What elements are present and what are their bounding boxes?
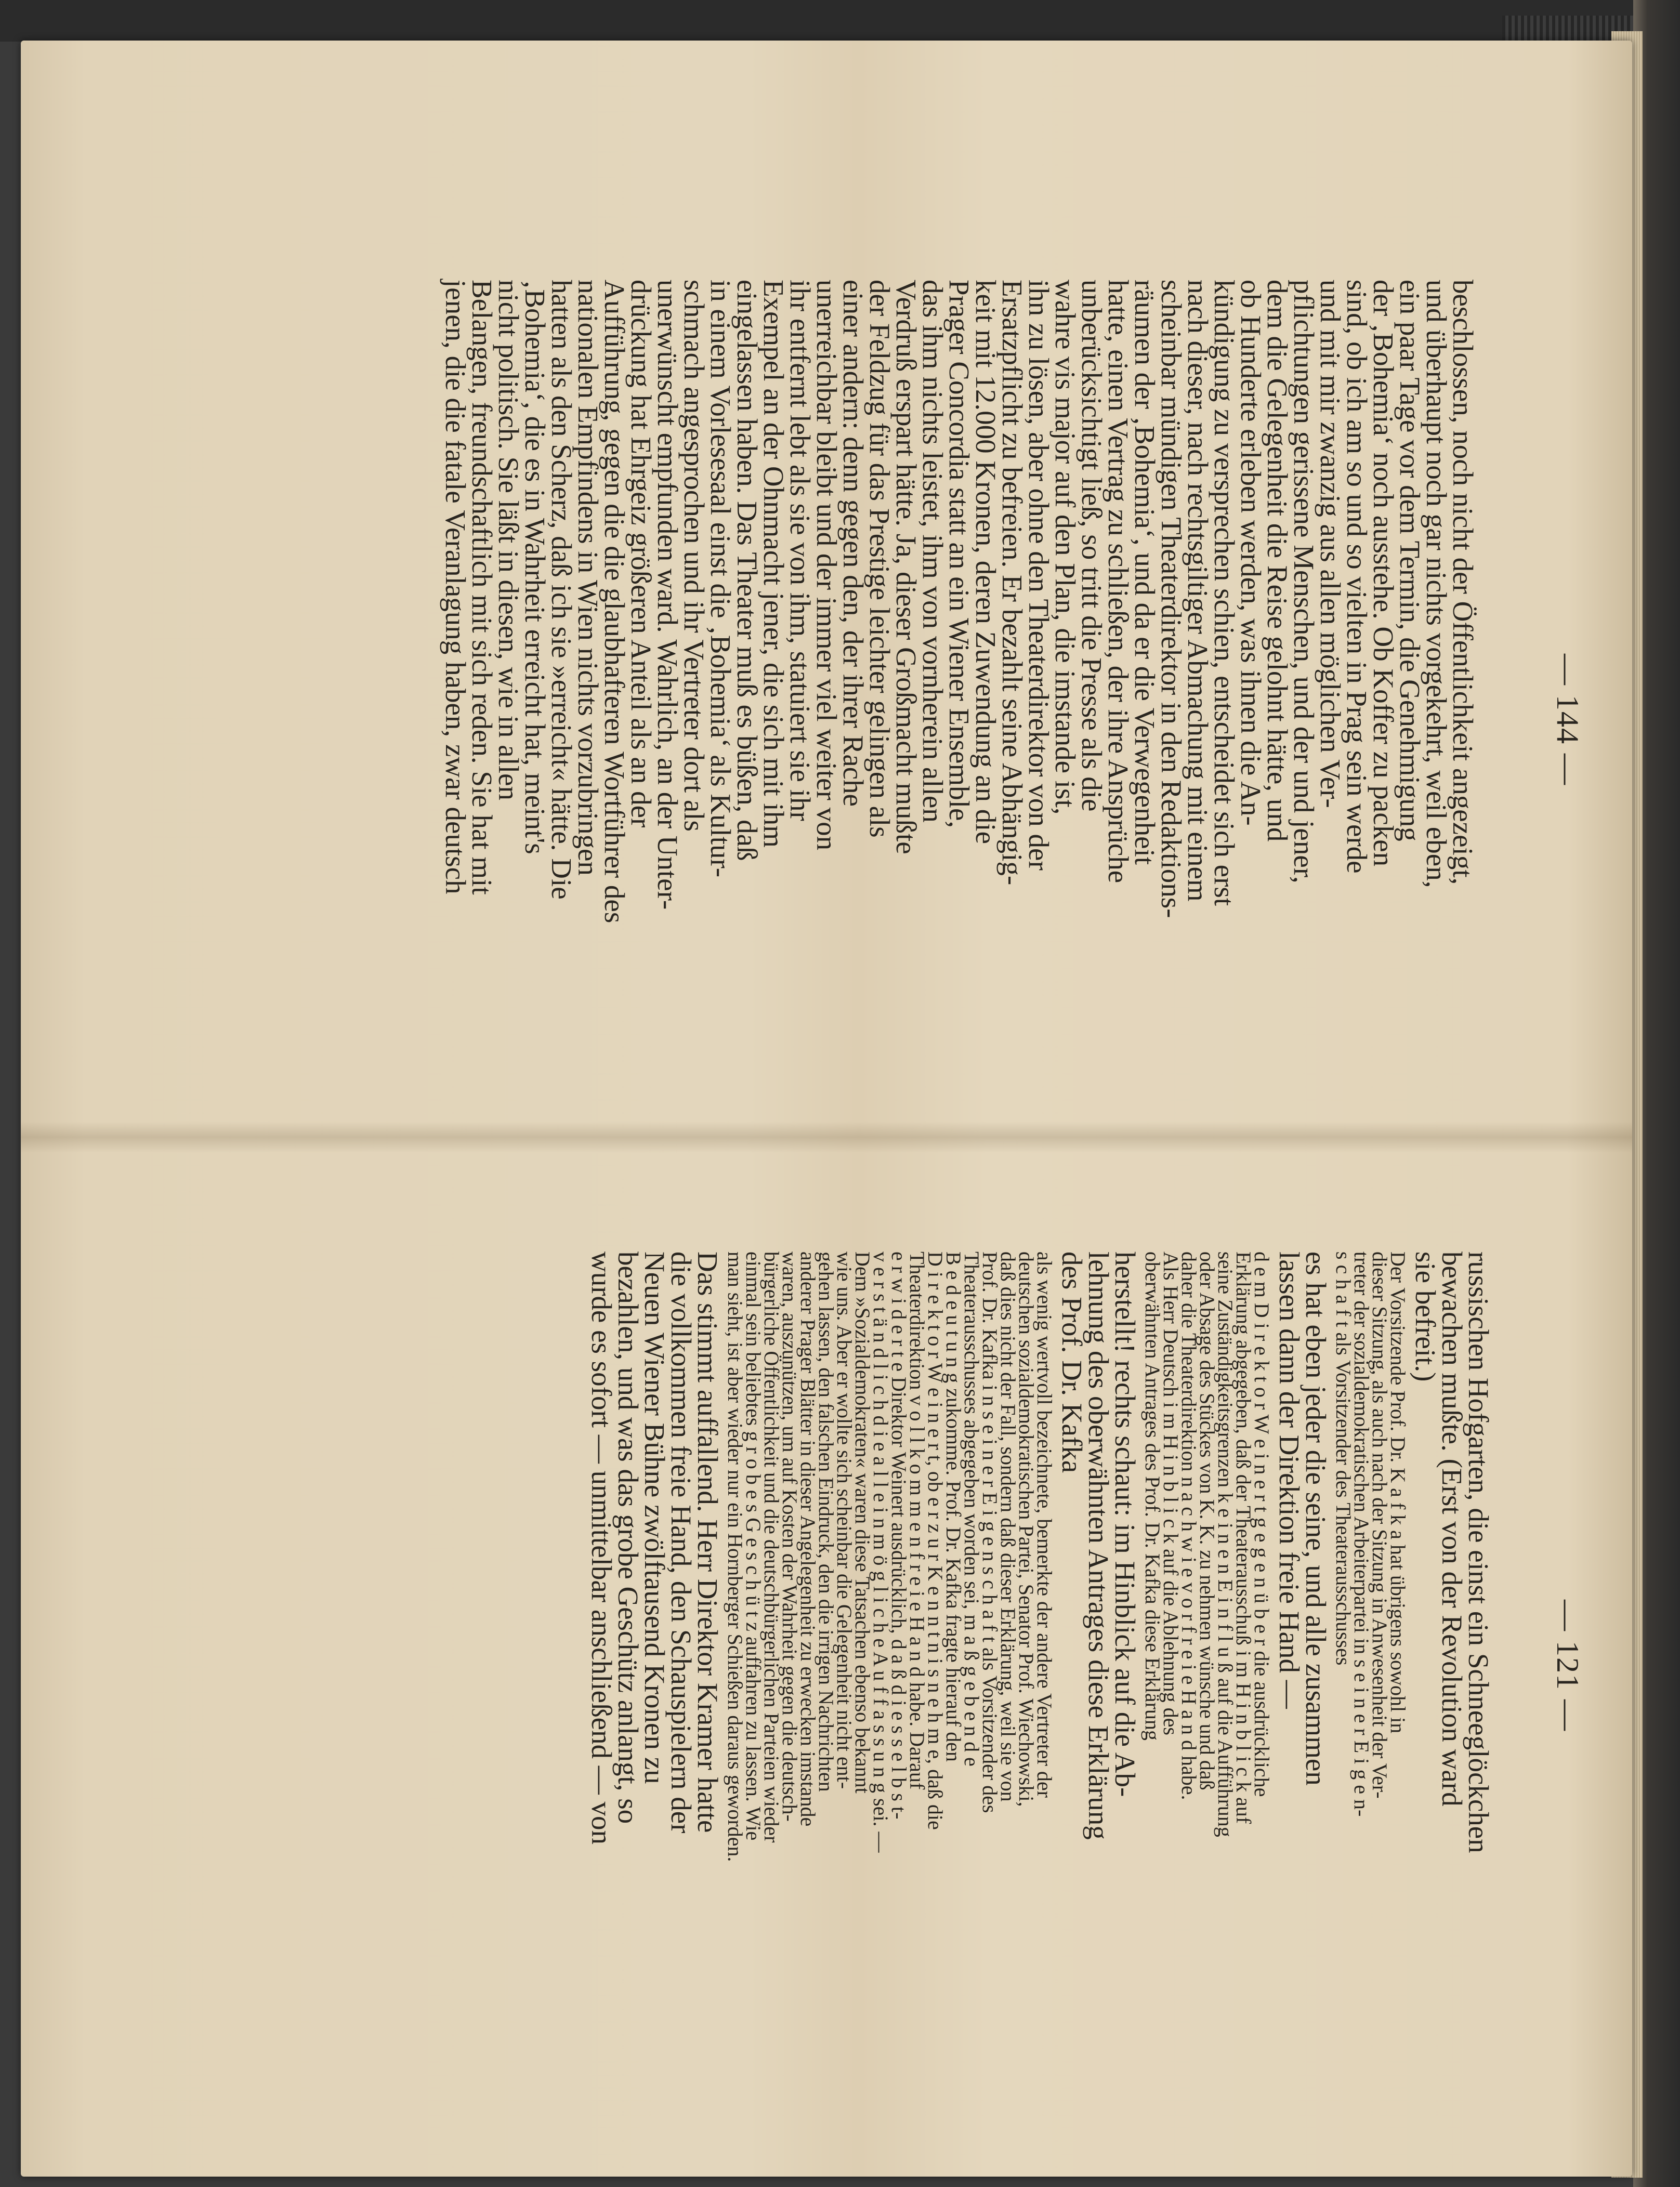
text-line: Aufführung, gegen die die glaubhafteren Wortführer des	[599, 280, 631, 924]
quote-line: daher die Theaterdirektion n a c h w i e v o r f r e i e H a n d habe.	[1177, 1251, 1201, 1800]
text-line: sie befreit.)	[1410, 1251, 1441, 1382]
text-line: bezahlen, und was das grobe Geschütz anlangt, so	[612, 1251, 644, 1824]
page-number-144: — 144 —	[1551, 654, 1585, 786]
text-line: Prager Concordia statt an ein Wiener Ensemble,	[943, 280, 975, 828]
text-line: der Feldzug für das Prestige leichter gelingen als	[864, 280, 896, 838]
quote-line: als wenig wertvoll bezeichnete, bemerkte der andere Vertreter der	[1033, 1251, 1056, 1798]
text-line: eingelassen haben. Das Theater muß es büßen, daß	[731, 280, 763, 861]
text-line: kündigung zu versprechen schien, entscheidet sich erst	[1209, 280, 1240, 906]
text-line: ein paar Tage vor dem Termin, die Genehmigung	[1394, 280, 1426, 841]
quote-line: man sieht, ist aber wieder nur ein Hornberger Schießen daraus geworden.	[724, 1251, 747, 1862]
text-column-page-144	[440, 280, 1479, 1059]
text-line: bewachen mußte. (Erst von der Revolution ward	[1436, 1251, 1468, 1807]
text-line: drückung hat Ehrgeiz größeren Anteil als an der	[625, 280, 657, 828]
text-line: nicht politisch. Sie läßt in diesen, wie in allen	[493, 280, 524, 801]
text-line: russischen Hofgarten, die einst ein Schneeglöckchen	[1463, 1251, 1494, 1853]
closing-paragraph	[586, 1251, 724, 2083]
quote-line: einmal sein beliebtes g r o b e s G e s c h ü t z auffahren zu lassen. Wie	[742, 1251, 765, 1841]
text-line: unerwünscht empfunden ward. Wahrlich, an der Unter-	[652, 280, 684, 910]
text-line: dem die Gelegenheit die Reise gelohnt hätte, und	[1262, 280, 1293, 842]
text-line: nach dieser, nach rechtsgiltiger Abmachung mit einem	[1182, 280, 1214, 902]
scanner-background-top	[0, 0, 1680, 42]
text-line: ihn zu lösen, aber ohne den Theaterdirektor von der	[1023, 280, 1055, 871]
quote-line: Dem »Sozialdemokraten« waren diese Tatsachen ebenso bekannt	[851, 1251, 874, 1794]
quote-line: Prof. Dr. Kafka i n s e i n e r E i g e n s c h a f t als Vorsitzender des	[978, 1251, 1002, 1813]
text-line: scheinbar mündigen Theaterdirektor in den Redaktions-	[1156, 280, 1187, 918]
text-line: hatte, einen Vertrag zu schließen, der ihre Ansprüche	[1102, 280, 1134, 884]
text-column-page-121	[588, 1251, 1492, 2083]
quote-line: oberwähnten Antrages des Prof. Dr. Kafka diese Erklärung	[1141, 1251, 1164, 1741]
quote-line: Theaterdirektion v o l l k o m m e n f r e i e H a n d habe. Darauf	[905, 1251, 929, 1790]
text-line: pflichtungen gerissene Menschen, und der und jener,	[1288, 280, 1320, 884]
text-line: beschlossen, noch nicht der Öffentlichkeit angezeigt,	[1447, 280, 1479, 885]
quote-line: gehen lassen, den falschen Eindruck, den die irrigen Nachrichten	[815, 1251, 838, 1792]
commentary-1	[1274, 1251, 1332, 2083]
text-line: Ersatzpflicht zu befreien. Er bezahlt seine Abhängig-	[996, 280, 1028, 886]
quote-line: oder Absage des Stückes von K. K. zu nehmen wünsche und daß	[1196, 1251, 1219, 1790]
text-line: ob Hunderte erleben werden, was ihnen die An-	[1235, 280, 1267, 826]
text-line: lassen dann der Direktion freie Hand —	[1274, 1251, 1305, 1709]
text-line: das ihm nichts leistet, ihm von vornherein allen	[917, 280, 949, 823]
text-line: Belangen, freundschaftlich mit sich reden. Sie hat mit	[466, 280, 498, 895]
text-line: jenen, die die fatale Veranlagung haben, zwar deutsch	[440, 280, 471, 894]
text-line: herstellt! rechts schaut: im Hinblick auf die Ab-	[1109, 1251, 1141, 1797]
quote-line: bürgerliche Öffentlichkeit und die deutschbürgerlichen Parteien wieder	[760, 1251, 783, 1843]
quote-line: D i r e k t o r W e i n e r t, ob e r z u r K e n n t n i s n e h m e, daß die	[924, 1251, 947, 1830]
text-line: Exempel an der Ohnmacht jener, die sich mit ihm	[758, 280, 790, 848]
text-line: unerreichbar bleibt und der immer viel weiter von	[811, 280, 843, 851]
text-line: Das stimmt auffallend. Herr Direktor Kramer hatte	[692, 1251, 724, 1833]
quote-line: wie uns. Aber er wollte sich scheinbar die Gelegenheit nicht ent-	[833, 1251, 856, 1789]
text-line: nationalen Empfindens in Wien nichts vorzubringen	[572, 280, 604, 876]
text-line: keit mit 12.000 Kronen, deren Zuwendung an die	[970, 280, 1002, 844]
quote-line: e r w i d e r t e Direktor Weinert ausdrücklich, d a ß d i e s s e l b s t-	[887, 1251, 911, 1820]
text-line: in einem Vorlesesaal einst die ‚Bohemia‘ als Kultur-	[705, 280, 737, 878]
quoted-report-part-1	[1332, 1251, 1410, 2083]
text-line: es hat eben jeder die seine, und alle zusammen	[1300, 1251, 1332, 1786]
text-line: Verdruß erspart hätte. Ja, dieser Großmacht mußte	[890, 280, 922, 854]
quote-line: Der Vorsitzende Prof. Dr. K a f k a hat übrigens sowohl in	[1386, 1251, 1410, 1734]
text-line: wurde es sofort — unmittelbar anschließend — von	[586, 1251, 618, 1845]
text-line: sind, ob ich am so und so vielten in Prag sein werde	[1341, 280, 1373, 874]
quoted-report-part-3	[726, 1251, 1054, 2083]
text-line: die vollkommen freie Hand, den Schauspielern der	[665, 1251, 697, 1834]
quote-line: Als Herr Deutsch i m H i n b l i c k auf die Ablehnung des	[1159, 1251, 1183, 1735]
quote-line: s c h a f t als Vorsitzender des Theaterausschusses	[1332, 1251, 1355, 1666]
text-line: Neuen Wiener Bühne zwölftausend Kronen zu	[639, 1251, 671, 1784]
text-line: schmach angesprochen und ihr Vertreter dort als	[678, 280, 710, 832]
quote-line: seine Zuständigkeitsgrenzen k e i n e n E i n f l u ß auf die Aufführung	[1214, 1251, 1237, 1837]
quote-line: waren, auszunützen, um auf Kosten der Wahrheit gegen die deutsch-	[778, 1251, 802, 1822]
page-fold	[21, 1122, 1632, 1153]
quote-line: Erklärung abgegeben, daß der Theaterausschuß i m H i n b l i c k auf	[1232, 1251, 1255, 1824]
quote-line: anderer Prager Blätter in dieser Angelegenheit zu erwecken imstande	[796, 1251, 820, 1827]
quote-line: d e m D i r e k t o r W e i n e r t g e g e n ü b e r die ausdrückliche	[1250, 1251, 1274, 1797]
quote-line: Theaterausschusses abgegeben worden sei, m a ß g e b e n d e	[960, 1251, 983, 1767]
quote-line: B e d e u t u n g zukomme. Prof. Dr. Kafka fragte hierauf den	[942, 1251, 965, 1762]
text-line: wahre vis major auf den Plan, die imstande ist,	[1049, 280, 1081, 815]
quote-line: deutschen sozialdemokratischen Partei, Senator Prof. Wiechowski,	[1015, 1251, 1038, 1807]
text-line: des Prof. Dr. Kafka	[1056, 1251, 1088, 1473]
text-line: räumen der ‚Bohemia‘, und da er die Verwegenheit	[1129, 280, 1161, 865]
intro-paragraph	[1412, 1251, 1492, 2083]
text-line: lehnung des oberwähnten Antrages diese Erklärung	[1083, 1251, 1114, 1840]
text-line: ihr entfernt lebt als sie von ihm, statuiert sie ihr	[784, 280, 816, 821]
text-line: hatten als den Scherz, daß ich sie »erreicht« hätte. Die	[546, 280, 578, 900]
quote-line: v e r s t ä n d l i c h d i e a l l e i n m ö g l i c h e A u f f a s s u n g sei. —	[869, 1251, 892, 1853]
text-line: unberücksichtigt ließ, so tritt die Presse als die	[1076, 280, 1108, 812]
quote-line: treter der sozialdemokratischen Arbeiterpartei in s e i n e r E i g e n-	[1350, 1251, 1373, 1817]
text-line: ‚Bohemia‘, die es in Wahrheit erreicht hat, meint's	[519, 280, 551, 854]
text-line: einer andern: denn gegen den, der ihrer Rache	[837, 280, 869, 807]
book-page	[21, 41, 1632, 2177]
text-line: und überhaupt noch gar nichts vorgekehrt, weil eben,	[1421, 280, 1452, 888]
quote-line: dieser Sitzung, als auch nach der Sitzung in Anwesenheit der Ver-	[1368, 1251, 1392, 1799]
commentary-2	[1056, 1251, 1141, 2083]
text-line: der ‚Bohemia‘ noch ausstehe. Ob Koffer zu packen	[1368, 280, 1399, 867]
text-line: und mit mir zwanzig aus allen möglichen Ver-	[1315, 280, 1346, 808]
page-number-121: — 121 —	[1551, 1600, 1585, 1732]
quote-line: daß dies nicht der Fall, sondern daß dieser Erklärung, weil sie von	[996, 1251, 1020, 1802]
quoted-report-part-2	[1141, 1251, 1274, 2083]
